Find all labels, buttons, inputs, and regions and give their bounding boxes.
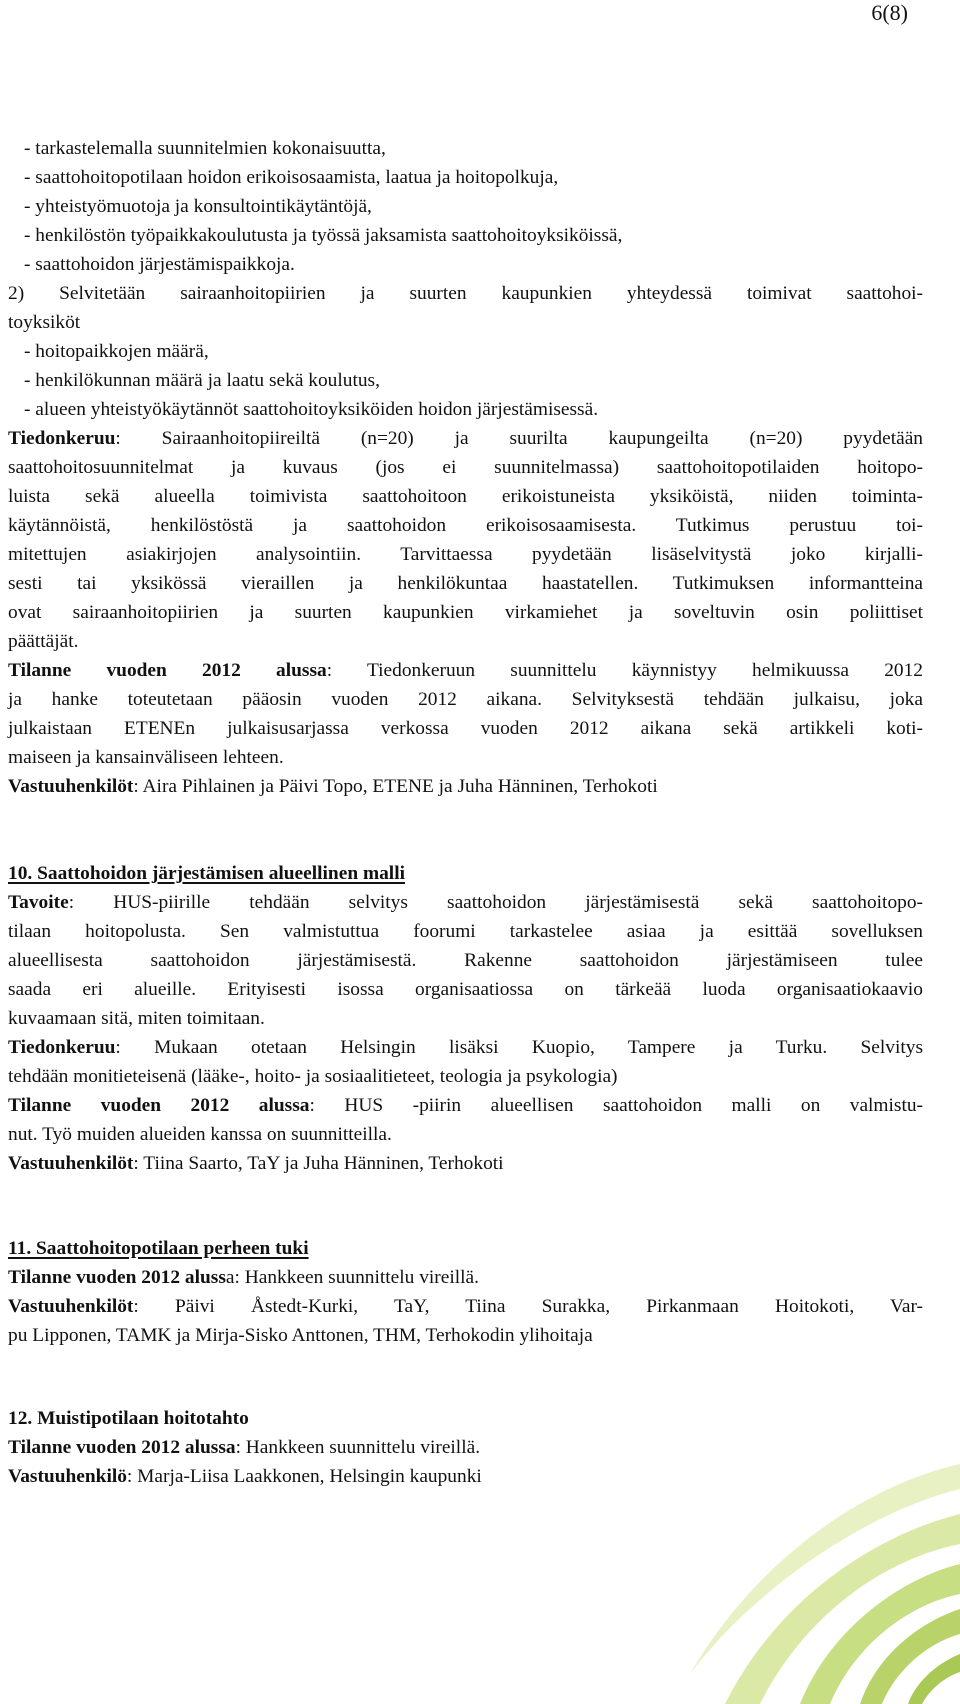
paragraph-text: : Hankkeen suunnittelu vireillä. bbox=[235, 1437, 481, 1458]
paragraph-line: päättäjät. bbox=[8, 631, 79, 652]
point-2-line: toyksiköt bbox=[8, 312, 81, 333]
paragraph-line: mitettujen asiakirjojen analysointiin. Tarvittaessa pyydetään lisäselvitystä joko kirjalli- bbox=[8, 544, 923, 565]
paragraph-text: : Sairaanhoitopiireiltä (n=20) ja suurilta kaupungeilta (n=20) pyydetään bbox=[115, 428, 923, 449]
paragraph-text: : Tiedonkeruun suunnittelu käynnistyy helmikuussa 2012 bbox=[326, 660, 923, 681]
paragraph-line bbox=[8, 656, 923, 685]
list-item: - tarkastelemalla suunnitelmien kokonaisuutta, bbox=[24, 138, 386, 159]
document-body bbox=[8, 134, 923, 1491]
paragraph-text: a: Hankkeen suunnittelu vireillä. bbox=[225, 1267, 479, 1288]
page-number: 6(8) bbox=[871, 0, 908, 25]
paragraph-line: käytännöistä, henkilöstöstä ja saattohoidon erikoisosaamisesta. Tutkimus perustuu toi- bbox=[8, 515, 923, 536]
paragraph-line: tehdään monitieteisenä (lääke-, hoito- ja sosiaalitieteet, teologia ja psykologia) bbox=[8, 1066, 618, 1087]
paragraph-text: : HUS -piirin alueellisen saattohoidon malli on valmistu- bbox=[309, 1095, 923, 1116]
section-10 bbox=[8, 859, 923, 1178]
leaf-swoosh bbox=[908, 1654, 960, 1704]
list-item: - hoitopaikkojen määrä, bbox=[24, 341, 209, 362]
intro-list bbox=[8, 134, 923, 279]
section9-tiedonkeruu bbox=[8, 424, 923, 656]
list-item: - saattohoitopotilaan hoidon erikoisosaamista, laatua ja hoitopolkuja, bbox=[24, 167, 559, 188]
paragraph-line: saattohoitosuunnitelmat ja kuvaus (jos ei suunnitelmassa) saattohoitopotilaiden hoitopo- bbox=[8, 457, 923, 478]
section9-tilanne bbox=[8, 656, 923, 772]
vastuu-label: Vastuuhenkilöt bbox=[8, 776, 134, 797]
tiedonkeruu-label: Tiedonkeruu bbox=[8, 1037, 116, 1058]
paragraph-line: luista sekä alueella toimivista saattohoitoon erikoistuneista yksiköistä, niiden toiminta- bbox=[8, 486, 923, 507]
vastuu-label: Vastuuhenkilöt bbox=[8, 1153, 134, 1174]
tiedonkeruu-label: Tiedonkeruu bbox=[8, 428, 116, 449]
paragraph-text: : HUS-piirille tehdään selvitys saattohoidon järjestämisestä sekä saattohoitopo- bbox=[68, 892, 923, 913]
tilanne-label: Tilanne vuoden 2012 alussa bbox=[8, 660, 327, 681]
tavoite-label: Tavoite bbox=[8, 892, 69, 913]
tilanne-label: Tilanne vuoden 2012 aluss bbox=[8, 1267, 226, 1288]
paragraph-line: maiseen ja kansainväliseen lehteen. bbox=[8, 747, 284, 768]
section-title: 12. Muistipotilaan hoitotahto bbox=[8, 1408, 249, 1429]
paragraph-text: : Tiina Saarto, TaY ja Juha Hänninen, Terhokoti bbox=[133, 1153, 504, 1174]
section-11 bbox=[8, 1234, 923, 1350]
list-item: - henkilökunnan määrä ja laatu sekä koulutus, bbox=[24, 370, 380, 391]
paragraph-text: : Aira Pihlainen ja Päivi Topo, ETENE ja Juha Hänninen, Terhokoti bbox=[133, 776, 658, 797]
list-item: - henkilöstön työpaikkakoulutusta ja työssä jaksamista saattohoitoyksiköissä, bbox=[24, 225, 623, 246]
point-2 bbox=[8, 279, 923, 424]
paragraph-line bbox=[8, 1091, 923, 1120]
paragraph-line bbox=[8, 1033, 923, 1062]
paragraph-line bbox=[8, 772, 923, 801]
tilanne-label: Tilanne vuoden 2012 alussa bbox=[8, 1437, 236, 1458]
paragraph-line bbox=[8, 1149, 923, 1178]
paragraph-line: saada eri alueille. Erityisesti isossa organisaatiossa on tärkeää luoda organisaatiokaavio bbox=[8, 979, 923, 1000]
leaf-watermark-icon bbox=[630, 1444, 960, 1704]
paragraph-line: ja hanke toteutetaan pääosin vuoden 2012 aikana. Selvityksestä tehdään julkaisu, joka bbox=[8, 689, 923, 710]
paragraph-line: nut. Työ muiden alueiden kanssa on suunnitteilla. bbox=[8, 1124, 392, 1145]
vastuu-label: Vastuuhenkilöt bbox=[8, 1296, 134, 1317]
paragraph-line: alueellisesta saattohoidon järjestämisestä. Rakenne saattohoidon järjestämiseen tulee bbox=[8, 950, 923, 971]
paragraph-line bbox=[8, 1263, 923, 1292]
point-2-line: 2) Selvitetään sairaanhoitopiirien ja suurten kaupunkien yhteydessä toimivat saattohoi- bbox=[8, 283, 923, 304]
paragraph-text: : Mukaan otetaan Helsingin lisäksi Kuopio, Tampere ja Turku. Selvitys bbox=[115, 1037, 923, 1058]
section9-vastuu bbox=[8, 772, 923, 801]
paragraph-text: : Päivi Åstedt-Kurki, TaY, Tiina Surakka, Pirkanmaan Hoitokoti, Var- bbox=[133, 1296, 923, 1317]
list-item: - saattohoidon järjestämispaikkoja. bbox=[24, 254, 295, 275]
paragraph-line bbox=[8, 424, 923, 453]
paragraph-line: ovat sairaanhoitopiirien ja suurten kaupunkien virkamiehet ja soveltuvin osin poliittiset bbox=[8, 602, 923, 623]
paragraph-line bbox=[8, 888, 923, 917]
paragraph-text: : Marja-Liisa Laakkonen, Helsingin kaupunki bbox=[126, 1466, 482, 1487]
list-item: - yhteistyömuotoja ja konsultointikäytäntöjä, bbox=[24, 196, 372, 217]
paragraph-line bbox=[8, 1292, 923, 1321]
section-title: 10. Saattohoidon järjestämisen alueellinen malli bbox=[8, 863, 405, 884]
section-title: 11. Saattohoitopotilaan perheen tuki bbox=[8, 1238, 309, 1259]
paragraph-line: kuvaamaan sitä, miten toimitaan. bbox=[8, 1008, 265, 1029]
paragraph-line: tilaan hoitopolusta. Sen valmistuttua foorumi tarkastelee asiaa ja esittää sovelluksen bbox=[8, 921, 923, 942]
list-item: - alueen yhteistyökäytännöt saattohoitoyksiköiden hoidon järjestämisessä. bbox=[24, 399, 599, 420]
paragraph-line: pu Lipponen, TAMK ja Mirja-Sisko Anttonen, THM, Terhokodin ylihoitaja bbox=[8, 1325, 593, 1346]
paragraph-line: sesti tai yksikössä vieraillen ja henkilökuntaa haastatellen. Tutkimuksen informantteina bbox=[8, 573, 923, 594]
vastuu-label: Vastuuhenkilö bbox=[8, 1466, 127, 1487]
paragraph-line: julkaistaan ETENEn julkaisusarjassa verkossa vuoden 2012 aikana sekä artikkeli koti- bbox=[8, 718, 923, 739]
tilanne-label: Tilanne vuoden 2012 alussa bbox=[8, 1095, 310, 1116]
